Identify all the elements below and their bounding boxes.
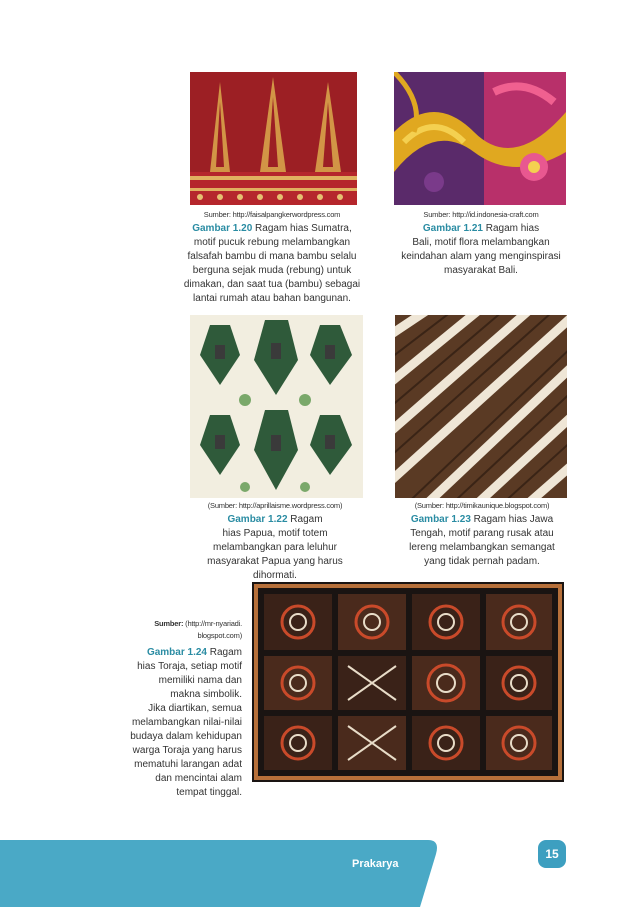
caption-line: keindahan alam yang menginspirasi bbox=[401, 251, 561, 262]
caption-line: makna simbolik. bbox=[170, 689, 242, 700]
figure-label-1-24: Gambar 1.24 bbox=[146, 647, 207, 658]
caption-line: Tengah, motif parang rusak atau bbox=[410, 528, 554, 539]
figure-toraja-image bbox=[252, 582, 564, 782]
caption-line: melambangkan para leluhur bbox=[213, 542, 337, 553]
source-toraja: (http://mr-nyariadi. bbox=[183, 619, 242, 628]
figure-label-1-21: Gambar 1.21 bbox=[422, 223, 483, 234]
caption-line: hias Toraja, setiap motif bbox=[137, 661, 242, 672]
caption-line: dimakan, dan saat tua (bambu) sebagai bbox=[183, 279, 361, 290]
source-papua: (Sumber: http://aprillaisme.wordpress.com) bbox=[207, 501, 343, 510]
caption-papua bbox=[180, 501, 370, 583]
caption-line: dan mencintai alam bbox=[155, 773, 242, 784]
caption-line: mematuhi larangan adat bbox=[134, 759, 242, 770]
caption-line: masyarakat Bali. bbox=[444, 265, 518, 276]
caption-line: dihormati. bbox=[253, 570, 297, 581]
caption-line: Ragam hias bbox=[482, 223, 540, 234]
footer-subject: Prakarya bbox=[352, 858, 399, 870]
caption-bali bbox=[390, 210, 572, 278]
figure-jawa-image bbox=[395, 315, 567, 498]
caption-sumatra bbox=[172, 210, 372, 306]
page-number-badge bbox=[538, 840, 566, 868]
source-bali: Sumber: http://id.indonesia-craft.com bbox=[423, 210, 539, 219]
figure-label-1-22: Gambar 1.22 bbox=[227, 514, 288, 525]
caption-line: warga Toraja yang harus bbox=[132, 745, 242, 756]
caption-line: berguna sejak muda (rebung) untuk bbox=[192, 265, 352, 276]
caption-line: lereng melambangkan semangat bbox=[409, 542, 555, 553]
caption-toraja bbox=[110, 618, 242, 800]
caption-line: motif pucuk rebung melambangkan bbox=[193, 237, 351, 248]
caption-line: tempat tinggal. bbox=[176, 787, 242, 798]
source-jawa: (Sumber: http://timikaunique.blogspot.com) bbox=[414, 501, 550, 510]
caption-line: Bali, motif flora melambangkan bbox=[412, 237, 550, 248]
caption-line: melambangkan nilai-nilai bbox=[131, 717, 242, 728]
source-label-toraja: Sumber: bbox=[154, 619, 184, 628]
caption-line: hias Papua, motif totem bbox=[222, 528, 328, 539]
caption-line: memiliki nama dan bbox=[158, 675, 242, 686]
figure-label-1-20: Gambar 1.20 bbox=[192, 223, 253, 234]
caption-line: falsafah bambu di mana bambu selalu bbox=[187, 251, 357, 262]
caption-line: Ragam hias Sumatra, bbox=[252, 223, 352, 234]
caption-line: yang tidak pernah padam. bbox=[424, 556, 540, 567]
figure-sumatra-image bbox=[190, 72, 357, 205]
caption-line: masyarakat Papua yang harus bbox=[207, 556, 343, 567]
page-number: 15 bbox=[545, 847, 559, 861]
caption-line: Ragam bbox=[206, 647, 242, 658]
figure-bali-image bbox=[394, 72, 566, 205]
source-toraja-line2: blogspot.com) bbox=[197, 631, 242, 640]
caption-line: Ragam bbox=[287, 514, 323, 525]
caption-line: budaya dalam kehidupan bbox=[130, 731, 242, 742]
caption-line: Ragam hias Jawa bbox=[470, 514, 554, 525]
figure-papua-image bbox=[190, 315, 363, 498]
caption-line: Jika diartikan, semua bbox=[148, 703, 242, 714]
figure-label-1-23: Gambar 1.23 bbox=[410, 514, 471, 525]
source-sumatra: Sumber: http://faisalpangkerwordpress.com bbox=[203, 210, 341, 219]
caption-line: lantai rumah atau bahan bangunan. bbox=[193, 293, 351, 304]
caption-jawa bbox=[393, 501, 571, 569]
